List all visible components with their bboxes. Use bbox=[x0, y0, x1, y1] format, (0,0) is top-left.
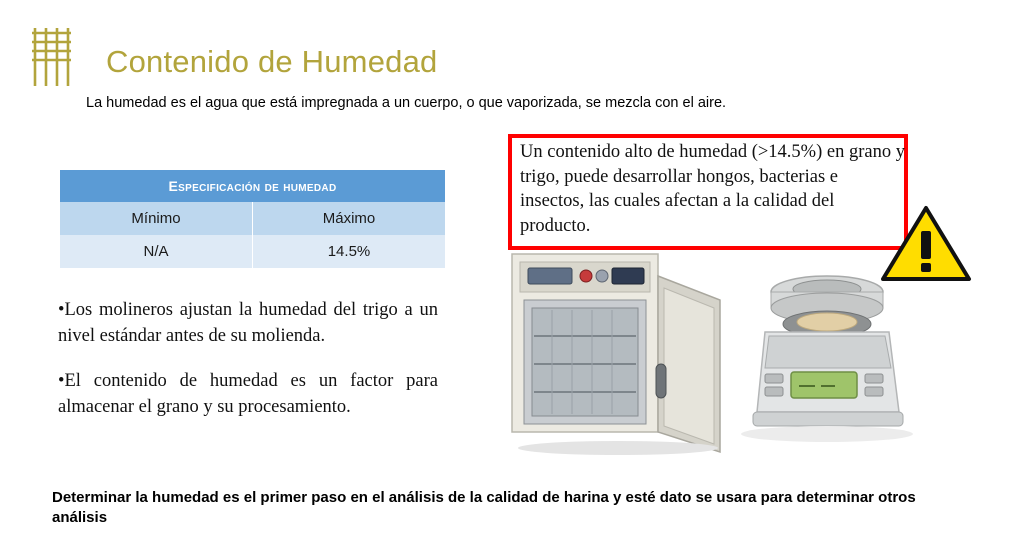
page-title: Contenido de Humedad bbox=[106, 44, 438, 79]
table-header-title: Especificación de humedad bbox=[60, 170, 445, 202]
bullet-list bbox=[58, 297, 438, 438]
drying-oven-image bbox=[506, 248, 728, 460]
table-row bbox=[60, 235, 445, 268]
cell-minimo-value: N/A bbox=[60, 235, 253, 268]
footer-text: Determinar la humedad es el primer paso en el análisis de la calidad de harina y esté dato se usara para determinar otros análisis bbox=[52, 489, 916, 527]
column-header-maximo: Máximo bbox=[253, 202, 446, 235]
bullet-item-1: •Los molineros ajustan la humedad del trigo a un nivel estándar antes de su molienda. bbox=[58, 300, 438, 347]
table-header-row bbox=[60, 170, 445, 202]
warning-callout-text: Un contenido alto de humedad (>14.5%) en grano y trigo, puede desarrollar hongos, bacterias e insectos, las cuales afectan a la calidad del producto. bbox=[520, 142, 905, 236]
moisture-specification-table bbox=[60, 170, 445, 268]
bullet-item-2: •El contenido de humedad es un factor para almacenar el grano y su procesamiento. bbox=[58, 370, 438, 417]
column-header-minimo: Mínimo bbox=[60, 202, 253, 235]
moisture-analyzer-image bbox=[735, 262, 920, 462]
cell-maximo-value: 14.5% bbox=[253, 235, 446, 268]
wheat-logo-icon bbox=[26, 24, 78, 90]
table-column-row bbox=[60, 202, 445, 235]
subtitle-text: La humedad es el agua que está impregnada a un cuerpo, o que vaporizada, se mezcla con el aire. bbox=[86, 95, 727, 111]
